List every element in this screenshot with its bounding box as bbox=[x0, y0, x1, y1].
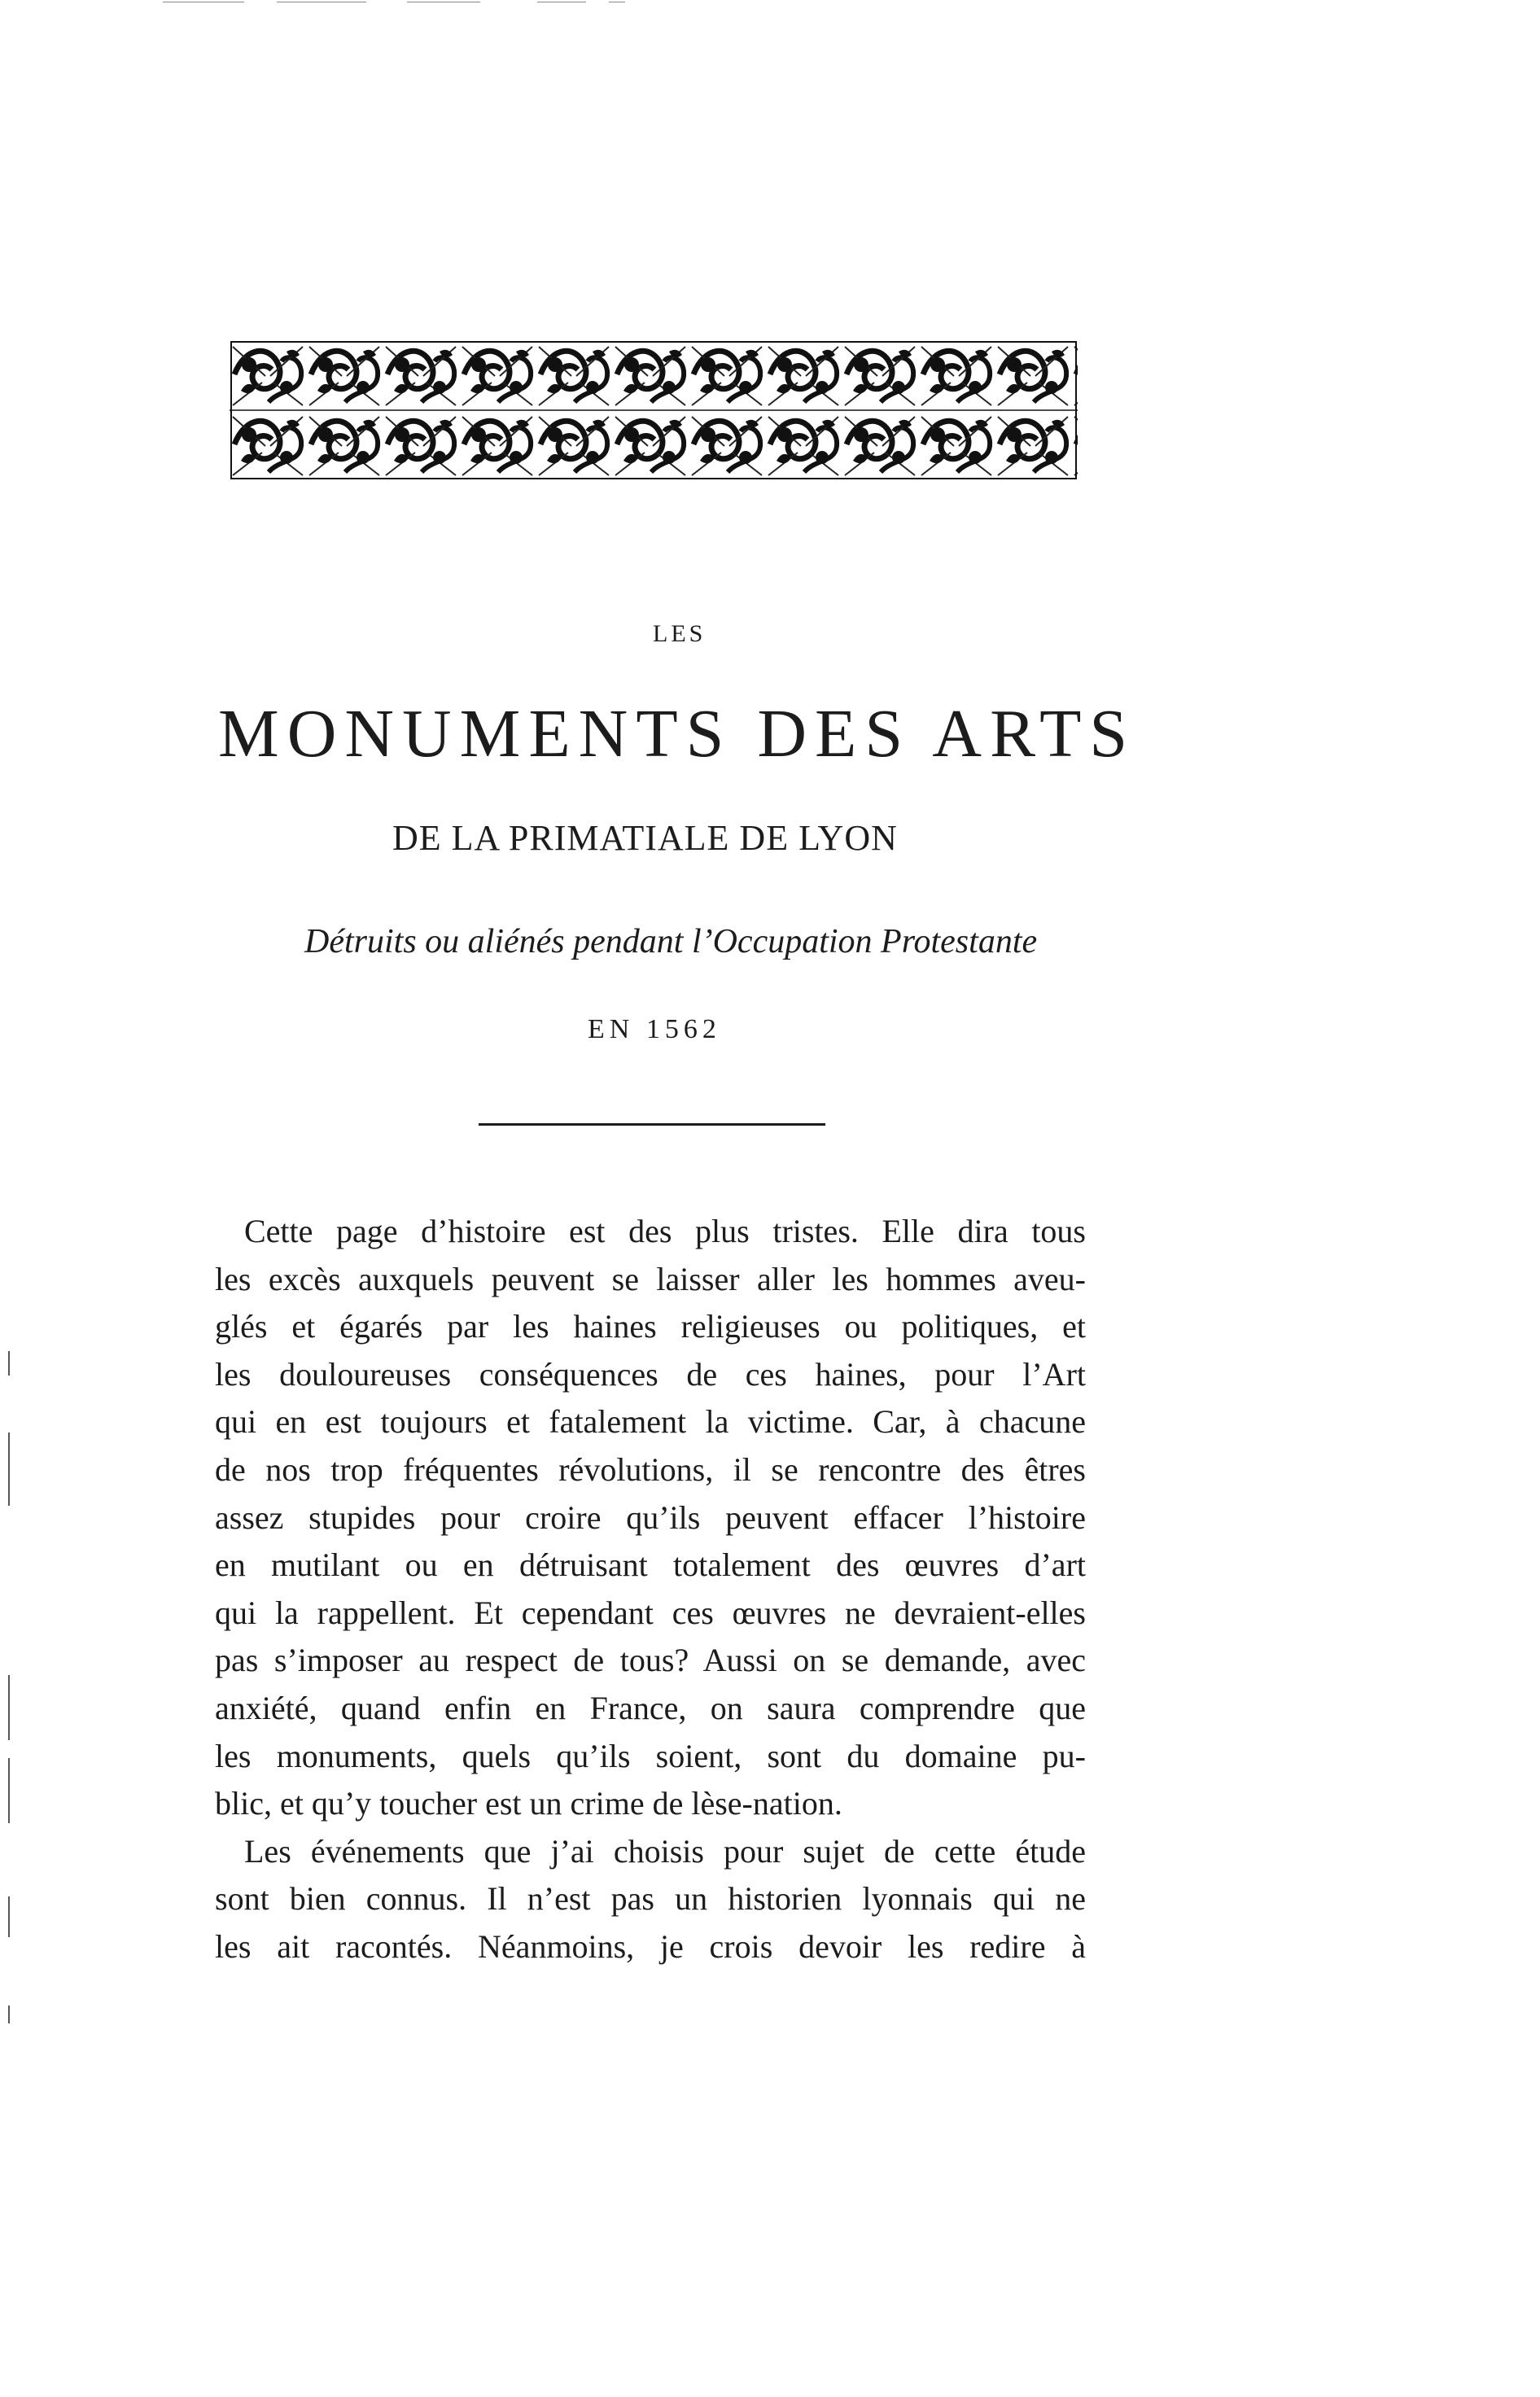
body-line: les douloureuses conséquences de ces haines, pour l’Art bbox=[215, 1355, 1086, 1393]
top-edge-marks bbox=[163, 0, 733, 5]
body-line: les monuments, quels qu’ils soient, sont du domaine pu- bbox=[215, 1737, 1086, 1774]
body-line: les ait racontés. Néanmoins, je crois devoir les redire à bbox=[215, 1927, 1086, 1965]
year-line: EN 1562 bbox=[588, 1014, 721, 1044]
body-line: Cette page d’histoire est des plus tristes. Elle dira tous bbox=[244, 1213, 1086, 1249]
body-line: de nos trop fréquentes révolutions, il se rencontre des êtres bbox=[215, 1450, 1086, 1488]
page-subtitle: DE LA PRIMATIALE DE LYON bbox=[392, 818, 898, 858]
section-rule bbox=[479, 1123, 825, 1126]
body-line: sont bien connus. Il n’est pas un historien lyonnais qui ne bbox=[215, 1880, 1086, 1918]
page-title: MONUMENTS DES ARTS bbox=[218, 696, 1136, 772]
italic-subtitle: Détruits ou aliénés pendant l’Occupation Protestante bbox=[304, 923, 1038, 960]
body-line: qui en est toujours et fatalement la victime. Car, à chacune bbox=[215, 1403, 1086, 1441]
ornamental-headpiece bbox=[230, 340, 1078, 480]
body-line: anxiété, quand enfin en France, on saura comprendre que bbox=[215, 1689, 1086, 1726]
body-line: qui la rappellent. Et cependant ces œuvres ne devraient-elles bbox=[215, 1594, 1086, 1631]
body-line: glés et égarés par les haines religieuses ou politiques, et bbox=[215, 1308, 1086, 1345]
body-line: blic, et qu’y toucher est un crime de lèse-nation. bbox=[215, 1785, 842, 1822]
body-line: les excès auxquels peuvent se laisser aller les hommes aveu- bbox=[215, 1260, 1086, 1297]
body-line: Les événements que j’ai choisis pour sujet de cette étude bbox=[244, 1832, 1086, 1870]
body-text bbox=[215, 1208, 1086, 1971]
body-line: assez stupides pour croire qu’ils peuvent effacer l’histoire bbox=[215, 1498, 1086, 1536]
body-line: pas s’imposer au respect de tous? Aussi on se demande, avec bbox=[215, 1642, 1086, 1679]
body-line: en mutilant ou en détruisant totalement des œuvres d’art bbox=[215, 1546, 1086, 1584]
